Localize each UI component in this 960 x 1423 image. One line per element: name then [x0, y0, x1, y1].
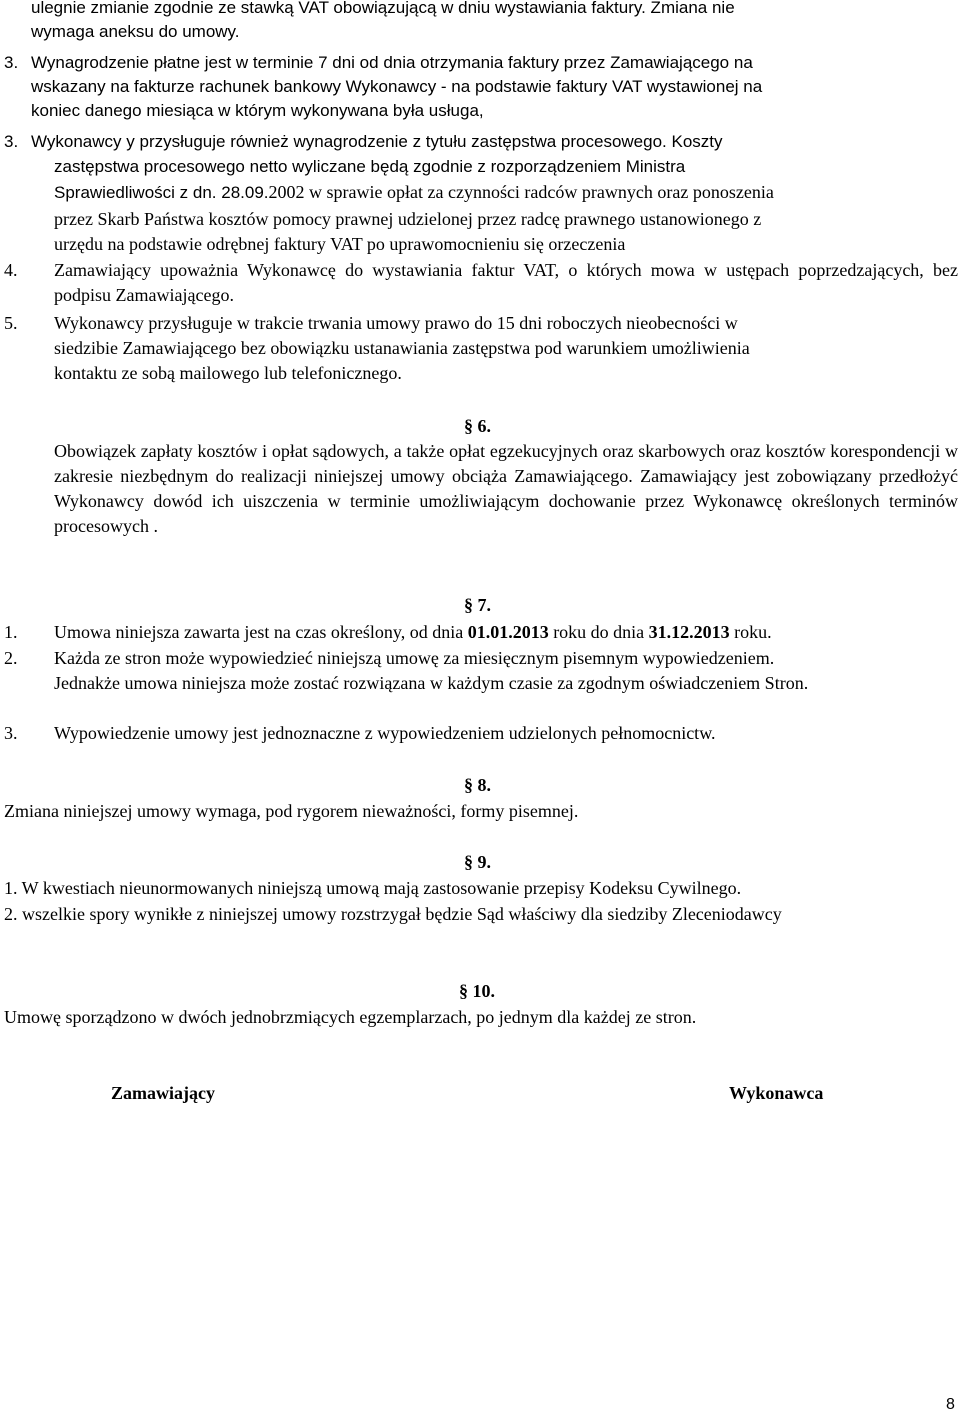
section-heading: § 8. [464, 775, 491, 795]
paragraph-line: przez Skarb Państwa kosztów pomocy prawnej udzielonej przez radcę prawnego ustanowionego z [54, 209, 762, 229]
paragraph-line: siedzibie Zamawiającego bez obowiązku ustanawiania zastępstwa pod warunkiem umożliwienia [54, 338, 750, 358]
paragraph-line: 1. W kwestiach nieunormowanych niniejszą umową mają zastosowanie przepisy Kodeksu Cywilnego. [4, 878, 742, 898]
text-span: Sprawiedliwości z dn. 28.09. [54, 183, 269, 202]
paragraph-line: zastępstwa procesowego netto wyliczane będą zgodnie z rozporządzeniem Ministra [54, 157, 686, 176]
item-number: 3. [4, 132, 19, 151]
paragraph-line: Zmiana niniejszej umowy wymaga, pod rygorem nieważności, formy pisemnej. [4, 801, 579, 821]
signature-label-client: Zamawiający [111, 1083, 215, 1103]
item-number: 5. [4, 313, 18, 333]
text-span: roku do dnia [548, 622, 649, 642]
paragraph-line: Wykonawcy y przysługuje również wynagrodzenie z tytułu zastępstwa procesowego. Koszty [31, 132, 723, 151]
date-start: 01.01.2013 [467, 622, 549, 642]
item-number: 3. [4, 723, 18, 743]
paragraph: Jednakże umowa niniejsza może zostać rozwiązana w każdym czasie za zgodnym oświadczeniem Stron. [54, 673, 809, 693]
continuation-line-1: ulegnie zmianie zgodnie ze stawką VAT obowiązującą w dniu wystawiania faktury. Zmiana nie [31, 0, 735, 17]
date-end: 31.12.2013 [648, 622, 730, 642]
section-heading: § 6. [464, 416, 491, 436]
page-number: 8 [946, 1396, 955, 1413]
paragraph-line: Wypowiedzenie umowy jest jednoznaczne z wypowiedzeniem udzielonych pełnomocnictw. [54, 723, 716, 743]
paragraph-line: Każda ze stron może wypowiedzieć niniejszą umowę za miesięcznym pisemnym wypowiedzeniem. [54, 648, 775, 668]
paragraph-line: wskazany na fakturze rachunek bankowy Wykonawcy - na podstawie faktury VAT wystawionej na [31, 77, 763, 96]
item-number: 4. [4, 260, 18, 280]
paragraph-line: Wykonawcy przysługuje w trakcie trwania umowy prawo do 15 dni roboczych nieobecności w [54, 313, 738, 333]
paragraph-line: koniec danego miesiąca w którym wykonywana była usługa, [31, 101, 484, 120]
paragraph-line [54, 620, 772, 644]
paragraph: 2. wszelkie spory wynikłe z niniejszej umowy rozstrzygał będzie Sąd właściwy dla siedziby Zleceniodawcy [4, 904, 782, 924]
paragraph: Zamawiający upoważnia Wykonawcę do wystawiania faktur VAT, o których mowa w ustępach poprzedzających, bez podpisu Zamawiającego. [54, 260, 958, 305]
continuation-line-2: wymaga aneksu do umowy. [31, 22, 240, 41]
paragraph-line: urzędu na podstawie odrębnej faktury VAT po uprawomocnieniu się orzeczenia [54, 234, 626, 254]
text-span: 2002 w sprawie opłat za czynności radców prawnych oraz ponoszenia [268, 182, 774, 202]
section-heading: § 9. [464, 852, 491, 872]
paragraph-line: Umowę sporządzono w dwóch jednobrzmiących egzemplarzach, po jednym dla każdej ze stron. [4, 1007, 697, 1027]
text-span: roku. [729, 622, 772, 642]
paragraph-line: Wynagrodzenie płatne jest w terminie 7 dni od dnia otrzymania faktury przez Zamawiającego na [31, 53, 753, 72]
text-span: Umowa niniejsza zawarta jest na czas określony, od dnia [54, 622, 468, 642]
item-number: 2. [4, 648, 18, 668]
section-heading: § 10. [459, 981, 495, 1001]
paragraph-line [54, 180, 774, 205]
signature-label-contractor: Wykonawca [729, 1083, 824, 1103]
paragraph: Obowiązek zapłaty kosztów i opłat sądowych, a także opłat egzekucyjnych oraz skarbowych oraz kosztów korespondencji w zakresie niezbędnym do realizacji niniejszej umowy obciąża Zamawiającego. Zamawiający jest zobowiązany przedłożyć Wykonawcy dowód ich uiszczenia w terminie umożliwiającym dochowanie przez Wykonawcę określonych terminów procesowych . [54, 441, 958, 536]
item-number: 1. [4, 622, 18, 642]
paragraph-line: kontaktu ze sobą mailowego lub telefonicznego. [54, 363, 402, 383]
section-heading: § 7. [464, 595, 491, 615]
item-number: 3. [4, 53, 19, 72]
